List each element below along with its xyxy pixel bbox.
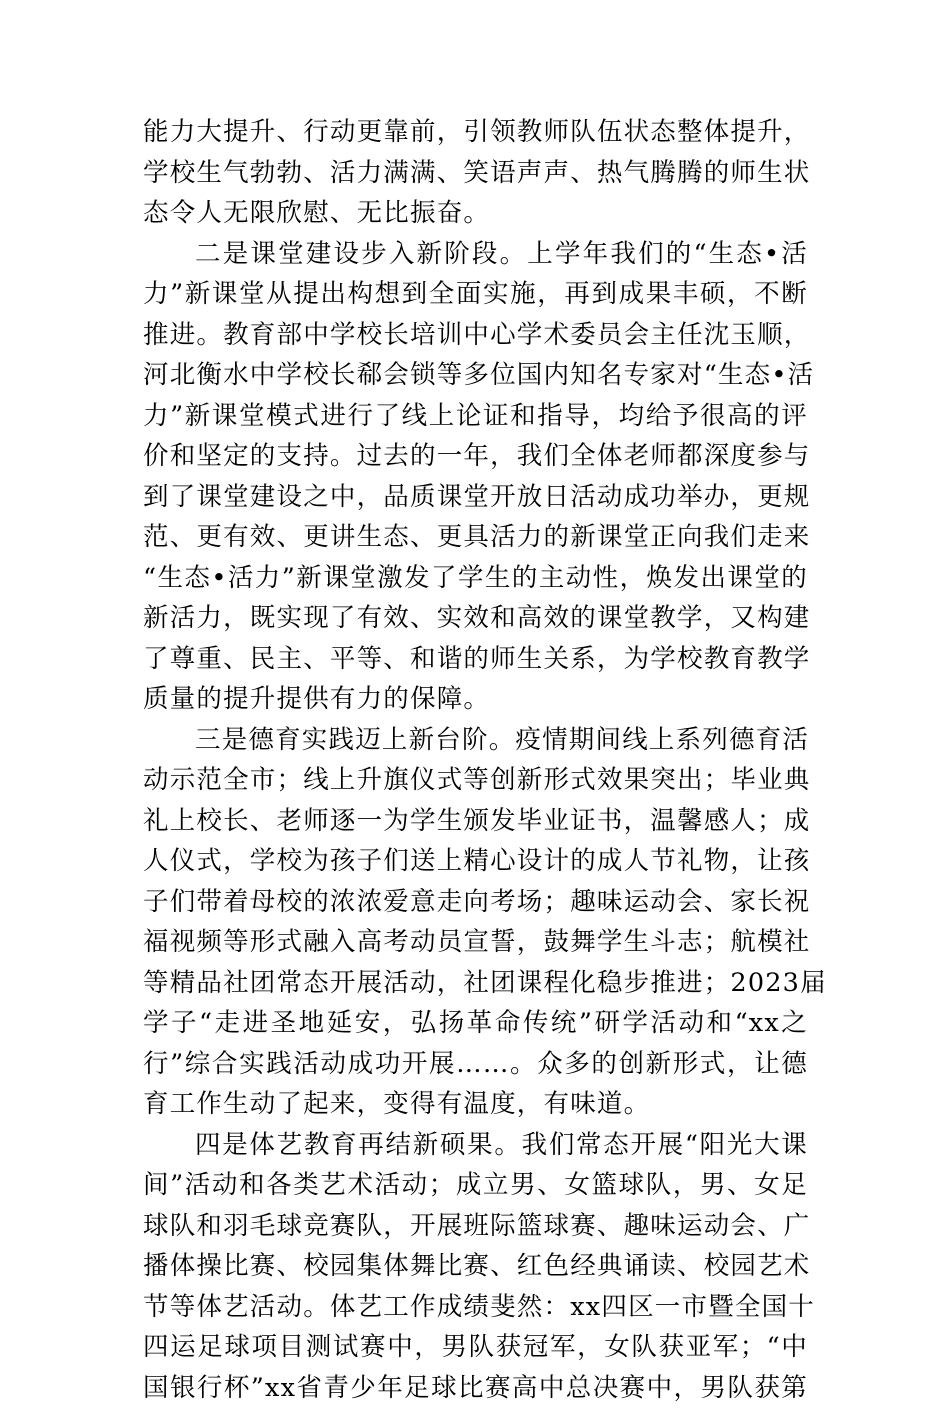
text-line: 节等体艺活动。体艺工作成绩斐然：xx四区一市暨全国十 bbox=[143, 1287, 808, 1328]
text-line: 国银行杯”xx省青少年足球比赛高中总决赛中，男队获第 bbox=[143, 1368, 808, 1408]
text-line: 了尊重、民主、平等、和谐的师生关系，为学校教育教学 bbox=[143, 639, 808, 680]
document-body bbox=[143, 112, 808, 1408]
text-line: 能力大提升、行动更靠前，引领教师队伍状态整体提升， bbox=[143, 112, 808, 153]
text-line: 行”综合实践活动成功开展……。众多的创新形式，让德 bbox=[143, 1044, 808, 1085]
text-line: 子们带着母校的浓浓爱意走向考场；趣味运动会、家长祝 bbox=[143, 882, 808, 923]
text-line: 河北衡水中学校长郗会锁等多位国内知名专家对“生态•活 bbox=[143, 355, 808, 396]
paragraph-3 bbox=[143, 720, 808, 1125]
paragraph-2 bbox=[143, 234, 808, 720]
text-line: 福视频等形式融入高考动员宣誓，鼓舞学生斗志；航模社 bbox=[143, 922, 808, 963]
text-line: 四是体艺教育再结新硕果。我们常态开展“阳光大课 bbox=[143, 1125, 808, 1166]
text-line: 新活力，既实现了有效、实效和高效的课堂教学，又构建 bbox=[143, 598, 808, 639]
text-line: 间”活动和各类艺术活动；成立男、女篮球队，男、女足 bbox=[143, 1165, 808, 1206]
text-line: 学子“走进圣地延安，弘扬革命传统”研学活动和“xx之 bbox=[143, 1003, 808, 1044]
text-line: 学校生气勃勃、活力满满、笑语声声、热气腾腾的师生状 bbox=[143, 153, 808, 194]
text-line: 礼上校长、老师逐一为学生颁发毕业证书，温馨感人；成 bbox=[143, 801, 808, 842]
text-line: 范、更有效、更讲生态、更具活力的新课堂正向我们走来 bbox=[143, 517, 808, 558]
text-line: 价和坚定的支持。过去的一年，我们全体老师都深度参与 bbox=[143, 436, 808, 477]
text-line: 动示范全市；线上升旗仪式等创新形式效果突出；毕业典 bbox=[143, 760, 808, 801]
text-line: 到了课堂建设之中，品质课堂开放日活动成功举办，更规 bbox=[143, 477, 808, 518]
text-line: 等精品社团常态开展活动，社团课程化稳步推进；2023届 bbox=[143, 963, 808, 1004]
text-line: 推进。教育部中学校长培训中心学术委员会主任沈玉顺， bbox=[143, 315, 808, 356]
text-line: 态令人无限欣慰、无比振奋。 bbox=[143, 193, 808, 234]
text-line: 播体操比赛、校园集体舞比赛、红色经典诵读、校园艺术 bbox=[143, 1246, 808, 1287]
text-line: 育工作生动了起来，变得有温度，有味道。 bbox=[143, 1084, 808, 1125]
text-line: 二是课堂建设步入新阶段。上学年我们的“生态•活 bbox=[143, 234, 808, 275]
text-line: 人仪式，学校为孩子们送上精心设计的成人节礼物，让孩 bbox=[143, 841, 808, 882]
text-line: 力”新课堂模式进行了线上论证和指导，均给予很高的评 bbox=[143, 396, 808, 437]
paragraph-1 bbox=[143, 112, 808, 234]
text-line: 球队和羽毛球竞赛队，开展班际篮球赛、趣味运动会、广 bbox=[143, 1206, 808, 1247]
text-line: 力”新课堂从提出构想到全面实施，再到成果丰硕，不断 bbox=[143, 274, 808, 315]
text-line: 四运足球项目测试赛中，男队获冠军，女队获亚军；“中 bbox=[143, 1327, 808, 1368]
text-line: “生态•活力”新课堂激发了学生的主动性，焕发出课堂的 bbox=[143, 558, 808, 599]
text-line: 三是德育实践迈上新台阶。疫情期间线上系列德育活 bbox=[143, 720, 808, 761]
text-line: 质量的提升提供有力的保障。 bbox=[143, 679, 808, 720]
paragraph-4 bbox=[143, 1125, 808, 1408]
